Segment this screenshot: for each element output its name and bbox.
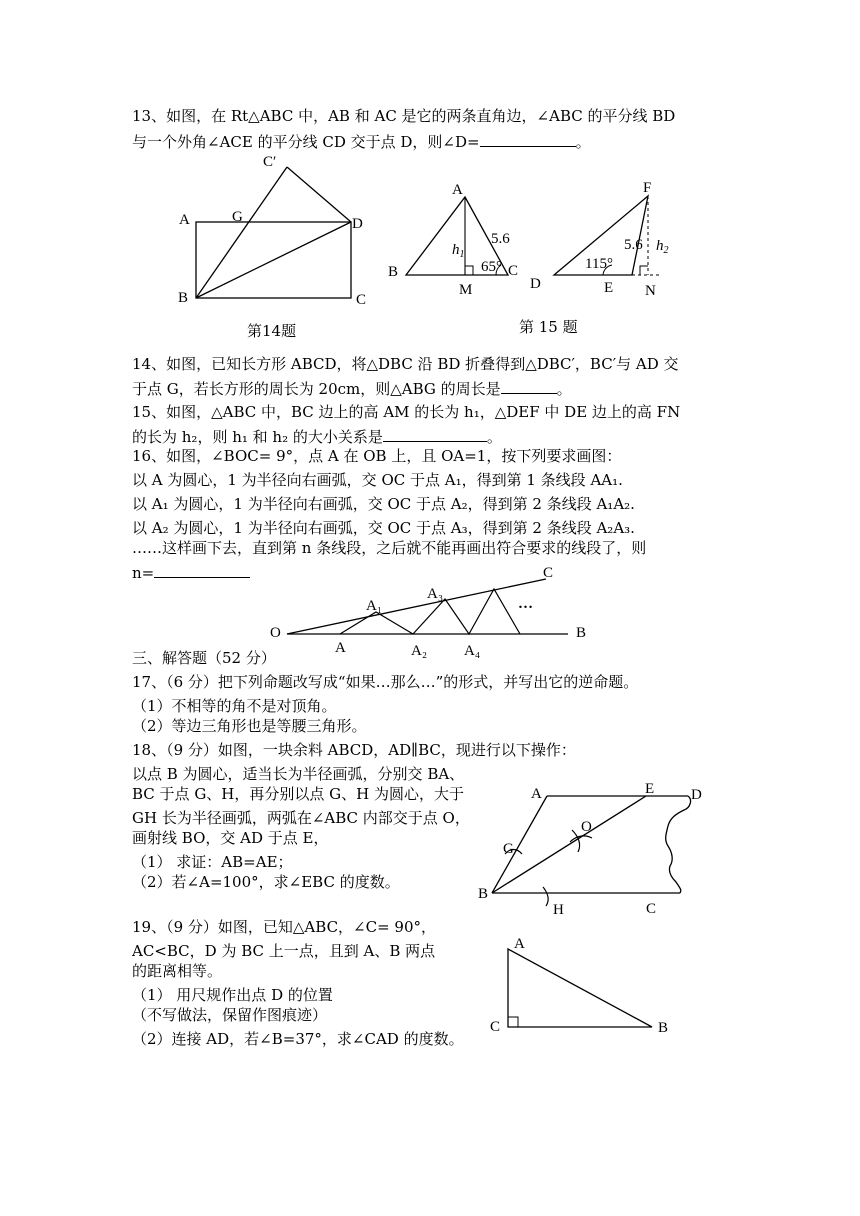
q16-line-4: 以 A₂ 为圆心，1 为半径向右画弧，交 OC 于点 A₃，得到第 2 条线段 A₂A₃. xyxy=(132,519,635,537)
fig16-ellipsis: … xyxy=(518,596,533,612)
q13-text: 与一个外角∠ACE 的平分线 CD 交于点 D，则∠D= xyxy=(132,133,480,151)
fig16-label-a: A xyxy=(335,640,346,656)
fig14-label-g: G xyxy=(232,209,243,225)
fig18-label-e: E xyxy=(645,781,655,797)
fig15-label-n: N xyxy=(645,283,656,299)
q17-line-3: （2）等边三角形也是等腰三角形。 xyxy=(132,717,367,735)
fig15-label-angle-115: 115° xyxy=(585,256,613,272)
fig19-triangle-abc xyxy=(508,949,652,1027)
q18-line-3: BC 于点 G、H，再分别以点 G、H 为圆心，大于 xyxy=(132,785,464,803)
fig18-label-c: C xyxy=(646,901,657,917)
fig16-label-a2: A₂ xyxy=(411,643,428,659)
fig15-label-c: C xyxy=(508,263,519,279)
fig16-label-b: B xyxy=(576,625,587,641)
fig19-label-a: A xyxy=(514,936,525,952)
q17-line-2: （1）不相等的角不是对顶角。 xyxy=(132,697,337,715)
q15-text: 的长为 h₂，则 h₁ 和 h₂ 的大小关系是 xyxy=(132,428,383,446)
q16-line-1: 16、如图，∠BOC= 9°，点 A 在 OB 上，且 OA=1，按下列要求画图： xyxy=(132,447,622,465)
q18-line-2: 以点 B 为圆心，适当长为半径画弧，分别交 BA、 xyxy=(132,765,465,783)
q18-line-7: （2）若∠A=100°，求∠EBC 的度数。 xyxy=(132,873,400,891)
fig19-right-angle-c xyxy=(508,1017,518,1027)
q16-line-3: 以 A₁ 为圆心，1 为半径向右画弧，交 OC 于点 A₂，得到第 2 条线段 A₁A₂. xyxy=(132,495,635,513)
fig15-label-h2: $h_2$ xyxy=(656,238,669,256)
fig18-label-h: H xyxy=(553,902,564,918)
fig19-label-c: C xyxy=(490,1019,501,1035)
fig18-label-b: B xyxy=(478,886,489,902)
q15-line-1: 15、如图，△ABC 中，BC 边上的高 AM 的长为 h₁，△DEF 中 DE 边上的高 FN xyxy=(132,403,681,421)
q19-line-3: 的距离相等。 xyxy=(132,962,223,980)
q17-line-1: 17、（6 分）把下列命题改写成“如果…那么…”的形式，并写出它的逆命题。 xyxy=(132,673,639,691)
fig14-label-c-prime: C′ xyxy=(263,154,277,170)
q19-line-2: AC<BC，D 为 BC 上一点，且到 A、B 两点 xyxy=(132,942,436,960)
q18-line-5: 画射线 BO，交 AD 于点 E， xyxy=(132,829,329,847)
section3-title: 三、解答题（52 分） xyxy=(132,649,276,667)
q14-period: 。 xyxy=(556,380,572,398)
fig15-label-a: A xyxy=(452,182,463,198)
fig15-label-h1: $h_1$ xyxy=(452,242,465,260)
fig14-label-a: A xyxy=(179,212,190,228)
q14-line-1: 14、如图，已知长方形 ABCD，将△DBC 沿 BD 折叠得到△DBC′，BC′与 AD 交 xyxy=(132,355,679,373)
q13-period: 。 xyxy=(575,133,591,151)
q19-line-4: （1） 用尺规作出点 D 的位置 xyxy=(132,986,333,1004)
fig19-label-b: B xyxy=(658,1020,669,1036)
fig15-label-angle-65: 65° xyxy=(481,259,502,275)
fig15-label-length-1: 5.6 xyxy=(491,231,510,247)
q13-line-1: 13、如图，在 Rt△ABC 中，AB 和 AC 是它的两条直角边，∠ABC 的平分线 BD xyxy=(132,107,676,125)
q18-line-1: 18、（9 分）如图，一块余料 ABCD，AD∥BC，现进行以下操作： xyxy=(132,741,576,759)
fig14-caption: 第14题 xyxy=(247,322,297,340)
q18-line-6: （1） 求证：AB=AE； xyxy=(132,853,293,871)
fig18-label-o: O xyxy=(581,819,592,835)
fig16-label-c: C xyxy=(543,565,554,581)
fig14-label-b: B xyxy=(178,290,189,306)
fig16-label-a4: A₄ xyxy=(464,643,481,659)
fig15-label-length-2: 5.6 xyxy=(624,237,643,253)
fig16-label-a3: A₃ xyxy=(427,586,444,602)
q18-line-4: GH 长为半径画弧，两弧在∠ABC 内部交于点 O， xyxy=(132,809,470,827)
fig15-label-d: D xyxy=(530,276,541,292)
q16-line-5: ……这样画下去，直到第 n 条线段，之后就不能再画出符合要求的线段了，则 xyxy=(132,539,647,557)
fig18-label-d: D xyxy=(691,787,702,803)
fig16-label-a1: A₁ xyxy=(366,598,383,614)
q15-period: 。 xyxy=(486,428,502,446)
q14-text: 于点 G，若长方形的周长为 20cm，则△ABG 的周长是 xyxy=(132,380,501,398)
fig14-label-c: C xyxy=(356,292,367,308)
fig16-label-o: O xyxy=(270,625,281,641)
q19-line-1: 19、（9 分）如图，已知△ABC，∠C= 90°， xyxy=(132,918,437,936)
fig15-caption: 第 15 题 xyxy=(519,318,578,336)
fig18-label-a: A xyxy=(531,786,542,802)
fig15-label-f: F xyxy=(643,180,652,196)
q16-line-2: 以 A 为圆心，1 为半径向右画弧，交 OC 于点 A₁，得到第 1 条线段 AA₁. xyxy=(132,471,623,489)
fig18-label-g: G xyxy=(503,841,514,857)
fig15-label-e: E xyxy=(604,280,614,296)
q16-text: n= xyxy=(132,564,155,582)
fig14-label-d: D xyxy=(352,216,363,232)
fig15-label-m: M xyxy=(459,282,473,298)
fig15-label-b: B xyxy=(388,264,399,280)
q19-line-6: （2）连接 AD，若∠B=37°，求∠CAD 的度数。 xyxy=(132,1030,464,1048)
q19-line-5: （不写做法，保留作图痕迹） xyxy=(132,1006,328,1024)
